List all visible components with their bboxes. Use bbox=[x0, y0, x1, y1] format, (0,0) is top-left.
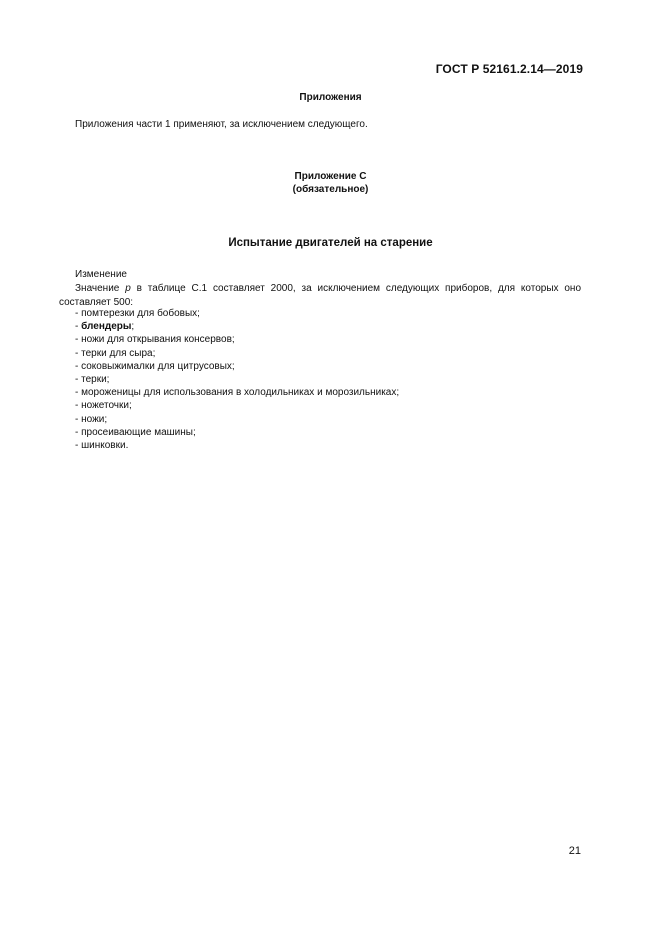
page-number: 21 bbox=[568, 845, 581, 857]
appliance-list bbox=[75, 307, 399, 452]
annex-c-label: Приложение С bbox=[294, 171, 367, 182]
list-item: - ножи для открывания консервов; bbox=[75, 334, 235, 346]
list-item: - просеивающие машины; bbox=[75, 426, 196, 438]
list-item: - ножи; bbox=[75, 413, 108, 425]
list-item: - блендеры; bbox=[75, 321, 135, 333]
annex-c-paragraph bbox=[59, 282, 581, 309]
list-item: - соковыжималки для цитрусовых; bbox=[75, 360, 235, 372]
paragraph-variable: p bbox=[125, 283, 131, 294]
appendices-heading: Приложения bbox=[299, 92, 362, 103]
annex-c-header bbox=[0, 170, 661, 196]
list-item: - помтерезки для бобовых; bbox=[75, 308, 200, 319]
list-item: - ножеточки; bbox=[75, 400, 132, 412]
paragraph-start: Значение bbox=[75, 283, 126, 294]
appendices-intro: Приложения части 1 применяют, за исключением следующего. bbox=[75, 119, 368, 130]
list-item: - терки для сыра; bbox=[75, 347, 156, 359]
list-item: - терки; bbox=[75, 374, 110, 386]
list-item: - шинковки. bbox=[75, 440, 129, 452]
annex-c-status: (обязательное) bbox=[292, 184, 369, 195]
document-code: ГОСТ Р 52161.2.14—2019 bbox=[435, 62, 583, 76]
change-label: Изменение bbox=[75, 269, 127, 280]
annex-c-title: Испытание двигателей на старение bbox=[228, 237, 433, 249]
list-item: - мороженицы для использования в холодильниках и морозильниках; bbox=[75, 387, 400, 399]
paragraph-end: в таблице С.1 составляет 2000, за исключением следующих приборов, для которых оно составляет 500: bbox=[59, 283, 582, 308]
